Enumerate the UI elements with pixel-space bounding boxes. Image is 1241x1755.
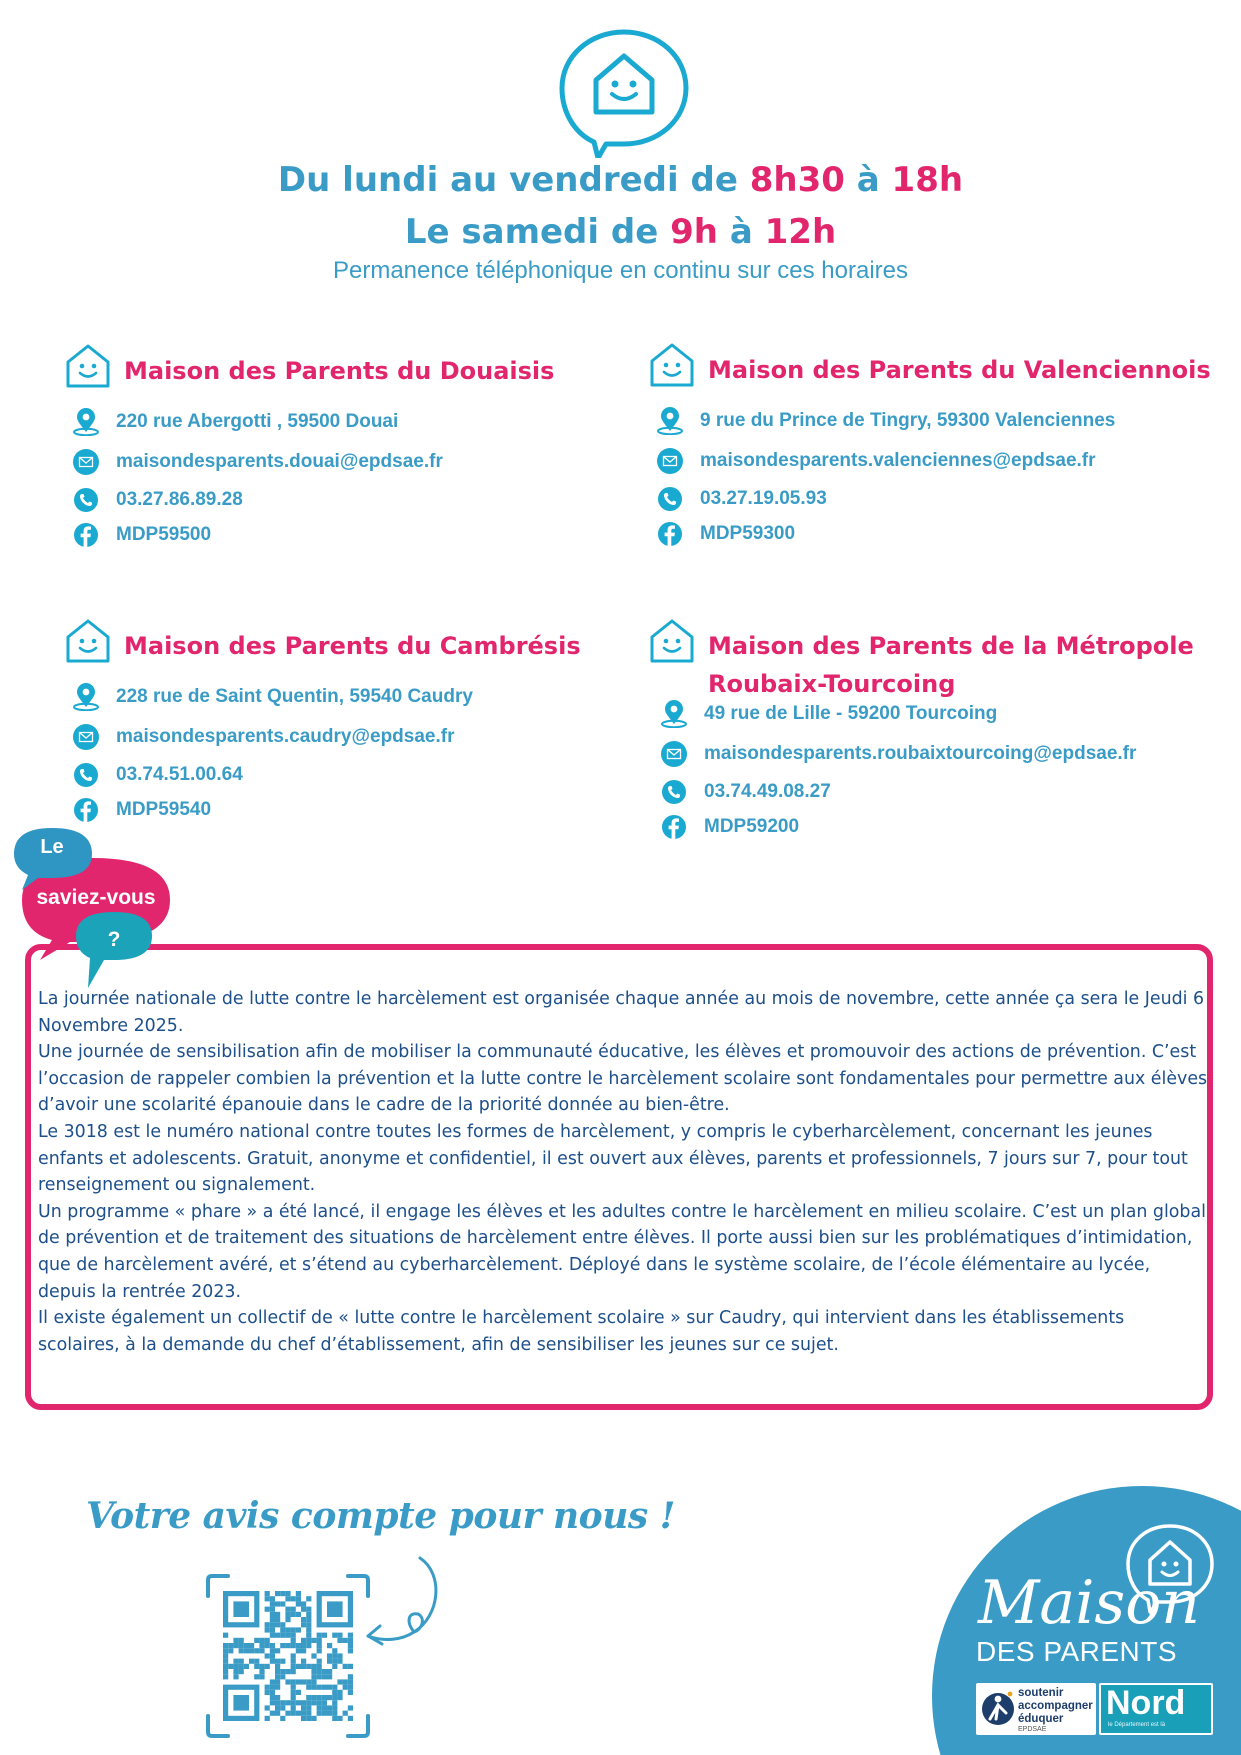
phone-number[interactable]: 03.27.19.05.93 bbox=[700, 488, 827, 509]
location-pin-icon bbox=[72, 683, 100, 711]
address-row bbox=[660, 698, 997, 730]
facebook-icon bbox=[72, 521, 100, 549]
facebook-row bbox=[72, 519, 211, 551]
location-title-line2: Roubaix-Tourcoing bbox=[708, 670, 956, 698]
location-pin-icon bbox=[656, 407, 684, 435]
facebook-handle[interactable]: MDP59500 bbox=[116, 524, 212, 545]
mail-icon bbox=[656, 447, 684, 475]
epdsae-line: accompagner bbox=[1018, 1700, 1093, 1712]
saturday-hours-end: 12h bbox=[764, 212, 837, 252]
info-paragraph: Le 3018 est le numéro national contre toutes les formes de harcèlement, y compris le cyberharcèlement, concernant les jeunes enfants et adolescents. Gratuit, anonyme et confidentiel, il est ouvert aux élèves, parents et professionnels, 7 jours sur 7, pour tout renseignement ou signalement. bbox=[38, 1121, 1188, 1196]
location-card-douaisis bbox=[64, 342, 624, 552]
brand-subtitle: DES PARENTS bbox=[976, 1636, 1178, 1667]
location-title: Maison des Parents du Valenciennois bbox=[708, 356, 1211, 384]
email-row bbox=[72, 446, 443, 478]
mail-icon bbox=[72, 448, 100, 476]
weekday-hours-end: 18h bbox=[891, 160, 964, 200]
nord-label: Nord bbox=[1106, 1684, 1186, 1722]
epdsae-tagline bbox=[1018, 1687, 1093, 1726]
weekday-hours bbox=[0, 160, 1241, 200]
weekday-hours-sep: à bbox=[844, 160, 892, 200]
phone-number[interactable]: 03.27.86.89.28 bbox=[116, 489, 243, 510]
info-paragraph: Un programme « phare » a été lancé, il engage les élèves et les adultes contre le harcèlement en milieu scolaire. C’est un plan global de prévention et de traitement des situations de harcèlement entre élèves. Il porte aussi bien sur les problématiques d’intimidation, que de harcèlement avéré, et s’étend au cyberharcèlement. Déployé dans le système scolaire, de l’école élémentaire au lycée, depuis la rentrée 2023. bbox=[38, 1201, 1206, 1302]
saturday-hours bbox=[0, 212, 1241, 252]
facebook-handle[interactable]: MDP59200 bbox=[704, 816, 800, 837]
address-text: 49 rue de Lille - 59200 Tourcoing bbox=[704, 703, 998, 724]
saturday-hours-sep: à bbox=[718, 212, 765, 252]
weekday-hours-prefix: Du lundi au vendredi de bbox=[277, 160, 750, 200]
phone-icon bbox=[660, 778, 688, 806]
location-pin-icon bbox=[660, 700, 688, 728]
phone-row bbox=[660, 776, 831, 808]
email-row bbox=[72, 721, 454, 753]
address-row bbox=[656, 405, 1115, 437]
epdsae-line: soutenir bbox=[1018, 1687, 1064, 1699]
mail-icon bbox=[660, 740, 688, 768]
facebook-row bbox=[656, 518, 795, 550]
epdsae-name: EPDSAE bbox=[1018, 1726, 1047, 1733]
email-link[interactable]: maisondesparents.valenciennes@epdsae.fr bbox=[700, 450, 1096, 471]
phone-row bbox=[72, 484, 243, 516]
phone-icon bbox=[656, 485, 684, 513]
epdsae-line: éduquer bbox=[1018, 1713, 1064, 1725]
saviez-word-question: ? bbox=[107, 928, 121, 951]
location-title-line1: Maison des Parents de la Métropole bbox=[708, 632, 1194, 660]
facebook-icon bbox=[660, 813, 688, 841]
address-text: 220 rue Abergotti , 59500 Douai bbox=[116, 411, 399, 432]
house-smile-icon bbox=[64, 342, 112, 390]
email-row bbox=[660, 738, 1136, 770]
address-row bbox=[72, 681, 473, 713]
house-smile-icon bbox=[648, 617, 696, 665]
location-title: Maison des Parents du Cambrésis bbox=[124, 632, 581, 660]
phone-icon bbox=[72, 486, 100, 514]
phone-note: Permanence téléphonique en continu sur ces horaires bbox=[332, 257, 909, 284]
nord-tagline: le Département est là bbox=[1108, 1722, 1166, 1728]
facebook-handle[interactable]: MDP59540 bbox=[116, 799, 212, 820]
mail-icon bbox=[72, 723, 100, 751]
email-row bbox=[656, 445, 1096, 477]
info-text bbox=[38, 986, 1208, 1358]
facebook-row bbox=[660, 811, 799, 843]
house-smile-icon bbox=[648, 341, 696, 389]
curved-arrow-icon bbox=[362, 1556, 450, 1666]
info-paragraph: Il existe également un collectif de « lutte contre le harcèlement scolaire » sur Caudry, qui intervient dans les établissements scolaires, à la demande du chef d’établissement, afin de sensibiliser les jeunes sur ce sujet. bbox=[38, 1308, 1125, 1355]
weekday-hours-start: 8h30 bbox=[749, 160, 845, 200]
facebook-handle[interactable]: MDP59300 bbox=[700, 523, 796, 544]
email-link[interactable]: maisondesparents.douai@epdsae.fr bbox=[116, 451, 443, 472]
phone-row bbox=[656, 483, 827, 515]
location-card-roubaix-tourcoing bbox=[648, 617, 1208, 847]
epdsae-emblem-icon bbox=[980, 1689, 1016, 1729]
address-row bbox=[72, 406, 398, 438]
location-pin-icon bbox=[72, 408, 100, 436]
qr-code[interactable] bbox=[206, 1574, 370, 1738]
info-paragraph: La journée nationale de lutte contre le harcèlement est organisée chaque année au mois de novembre, cette année ça sera le Jeudi 6 Novembre 2025. bbox=[38, 989, 1205, 1036]
phone-icon bbox=[72, 761, 100, 789]
brand-name: Maison bbox=[978, 1568, 1200, 1638]
address-text: 228 rue de Saint Quentin, 59540 Caudry bbox=[116, 686, 473, 707]
email-link[interactable]: maisondesparents.roubaixtourcoing@epdsae.fr bbox=[704, 743, 1137, 764]
location-title: Maison des Parents du Douaisis bbox=[124, 357, 555, 385]
email-link[interactable]: maisondesparents.caudry@epdsae.fr bbox=[116, 726, 455, 747]
saviez-word-le: Le bbox=[40, 836, 64, 858]
facebook-icon bbox=[656, 520, 684, 548]
info-paragraph: Une journée de sensibilisation afin de mobiliser la communauté éducative, les élèves et promouvoir des actions de prévention. C’est l’occasion de rappeler combien la prévention et la lutte contre le harcèlement scolaire sont fondamentales pour permettre aux élèves d’avoir une scolarité épanouie dans le cadre de la priorité donnée au bien-être. bbox=[38, 1042, 1208, 1116]
location-card-cambresis bbox=[64, 617, 624, 827]
address-text: 9 rue du Prince de Tingry, 59300 Valenciennes bbox=[700, 410, 1116, 431]
feedback-slogan: Votre avis compte pour nous ! bbox=[86, 1495, 675, 1537]
saturday-hours-prefix: Le samedi de bbox=[404, 212, 671, 252]
house-speech-bubble-logo bbox=[558, 26, 690, 158]
saturday-hours-start: 9h bbox=[670, 212, 718, 252]
phone-number[interactable]: 03.74.51.00.64 bbox=[116, 764, 243, 785]
location-card-valenciennois bbox=[648, 341, 1211, 551]
saviez-word-saviez-vous: saviez-vous bbox=[36, 886, 156, 909]
phone-row bbox=[72, 759, 243, 791]
phone-number[interactable]: 03.74.49.08.27 bbox=[704, 781, 831, 802]
house-smile-icon bbox=[64, 617, 112, 665]
